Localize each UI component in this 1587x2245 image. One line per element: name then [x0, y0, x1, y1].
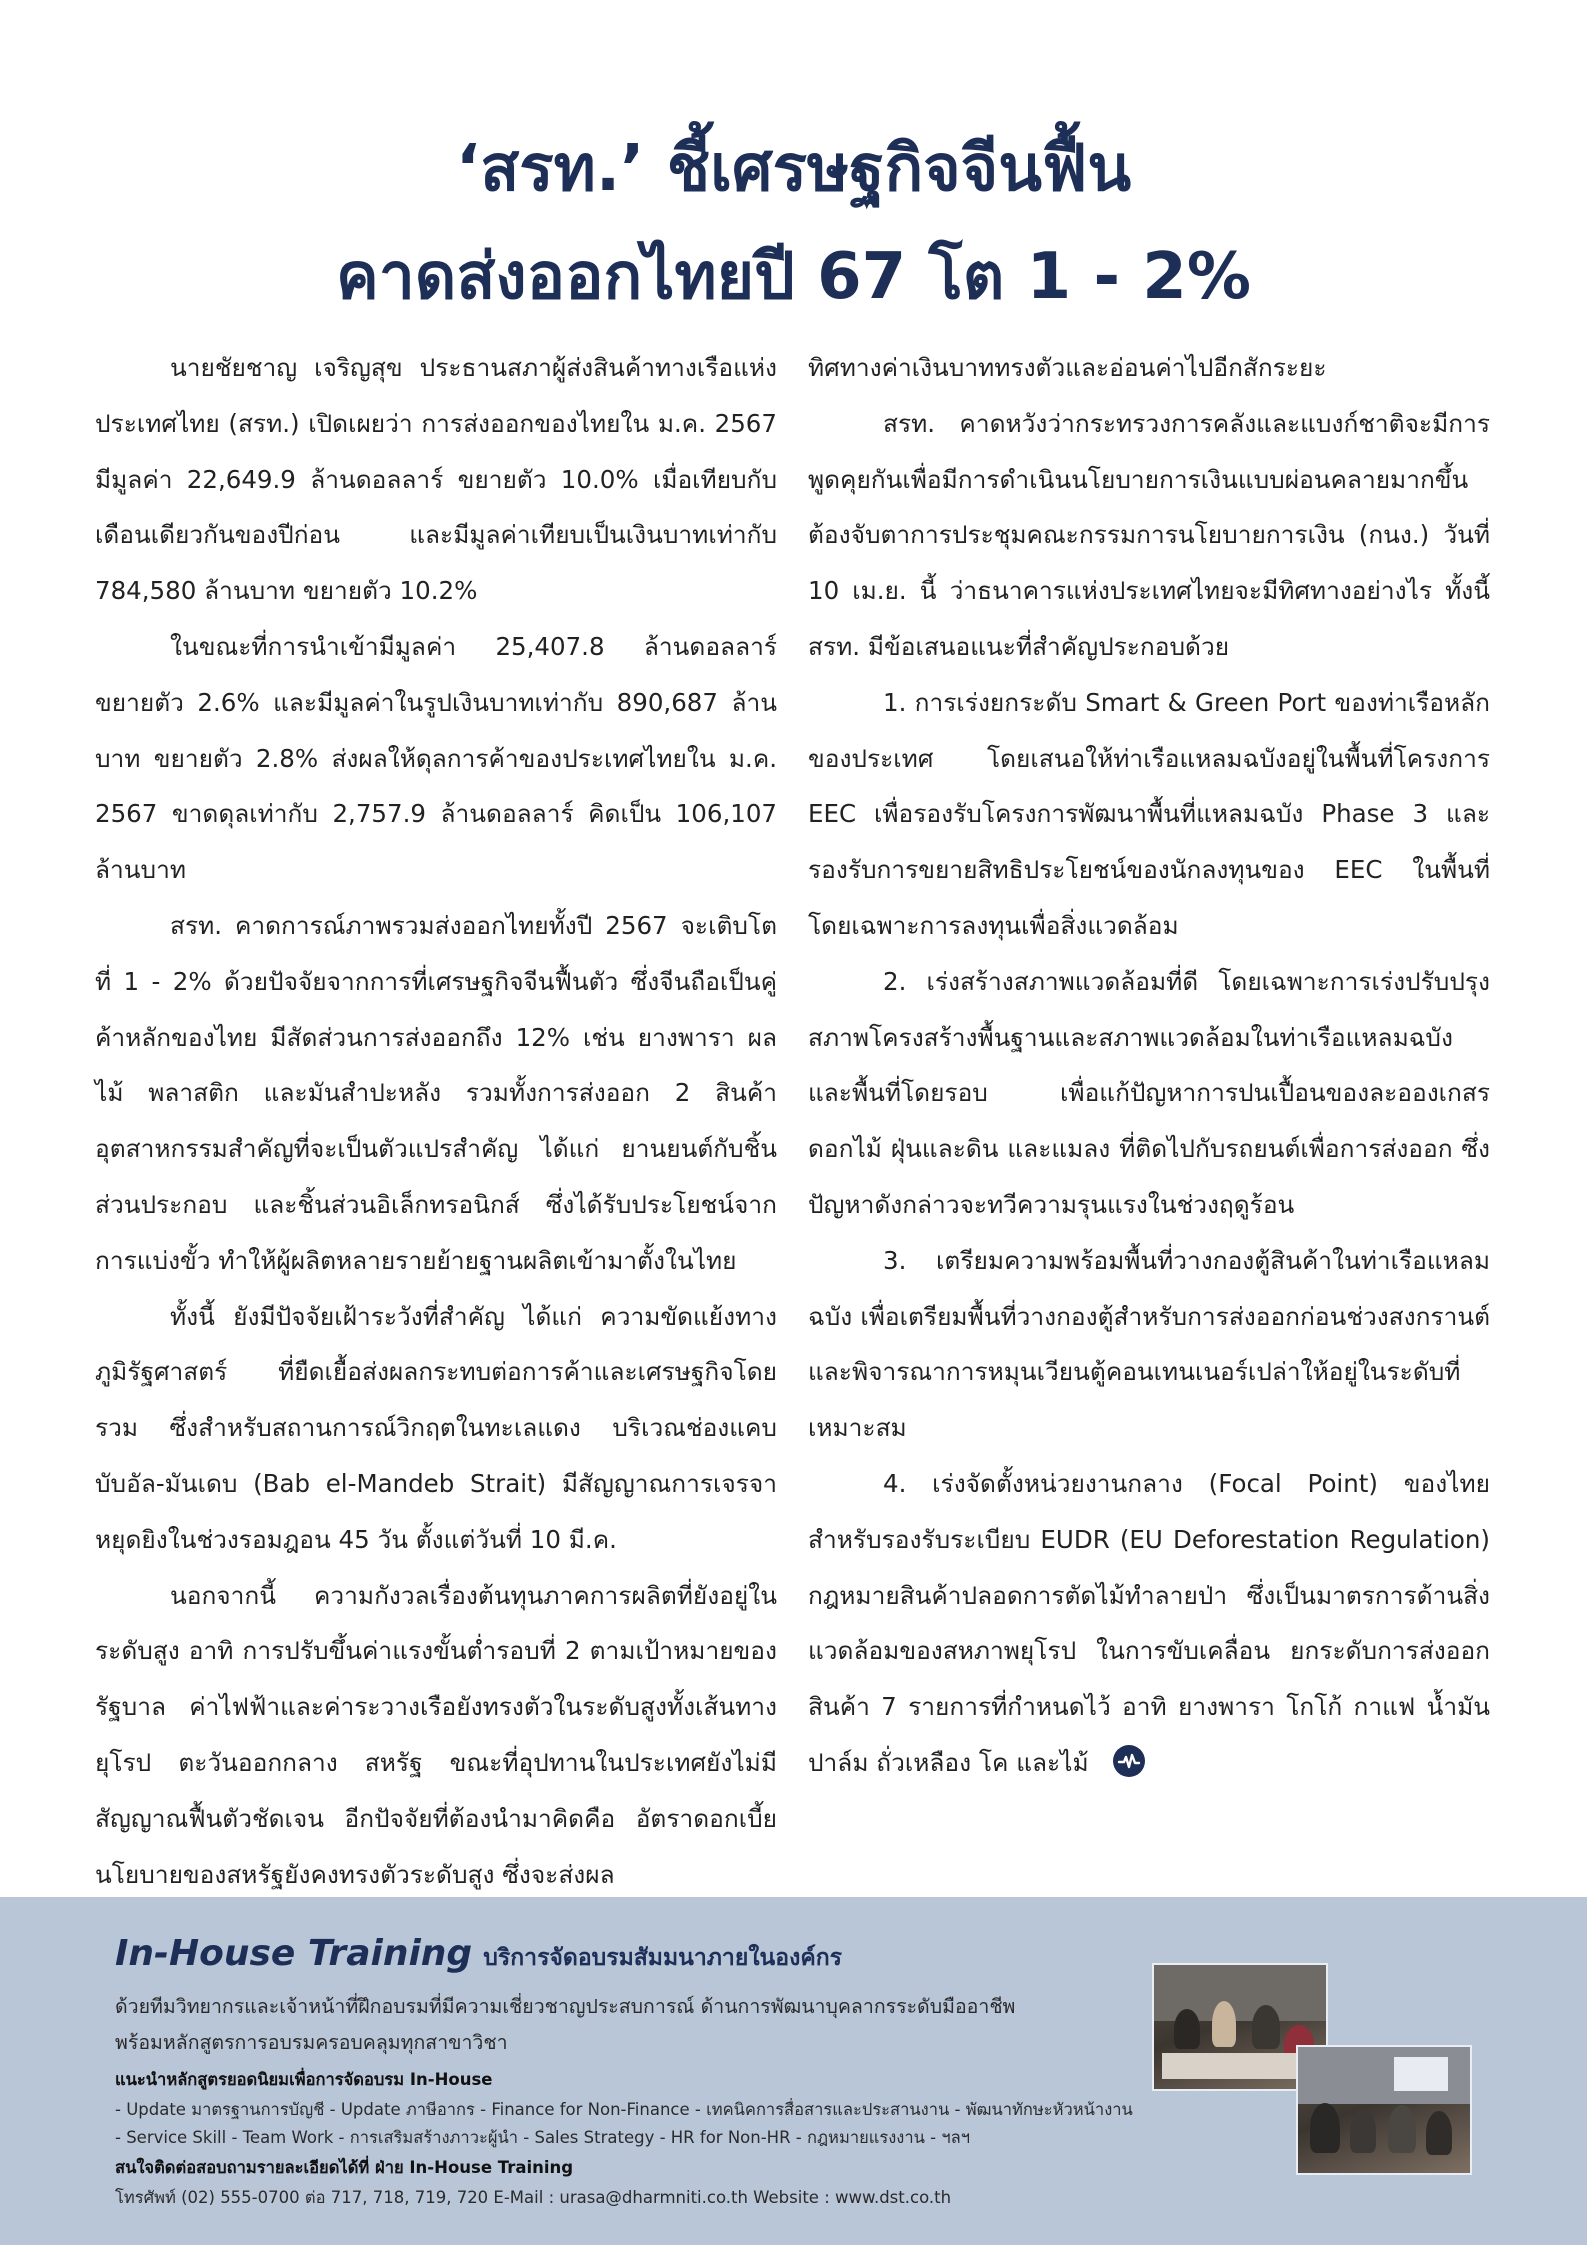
footer-courses-2: - Service Skill - Team Work - การเสริมสร้างภาวะผู้นำ - Sales Strategy - HR for Non-HR - กฎหมายแรงงาน - ฯลฯ	[115, 2128, 970, 2147]
paragraph-last	[808, 1456, 1490, 1791]
footer-description-2: พร้อมหลักสูตรการอบรมครอบคลุมทุกสาขาวิชา	[115, 2031, 508, 2054]
paragraph: ในขณะที่การนำเข้ามีมูลค่า 25,407.8 ล้านดอลลาร์ ขยายตัว 2.6% และมีมูลค่าในรูปเงินบาทเท่ากับ 890,687 ล้านบาท ขยายตัว 2.8% ส่งผลให้ดุลการค้าของประเทศไทยใน ม.ค. 2567 ขาดดุลเท่ากับ 2,757.9 ล้านดอลลาร์ คิดเป็น 106,107 ล้านบาท	[95, 631, 777, 885]
paragraph-text: 4. เร่งจัดตั้งหน่วยงานกลาง (Focal Point) ของไทยสำหรับรองรับระเบียบ EUDR (EU Deforestation Regulation) กฎหมายสินค้าปลอดการตัดไม้ทำลายป่า ซึ่งเป็นมาตรการด้านสิ่งแวดล้อมของสหภาพยุโรป ในการขับเคลื่อน ยกระดับการส่งออกสินค้า 7 รายการที่กำหนดไว้ อาทิ ยางพารา โกโก้ กาแฟ น้ำมันปาล์ม ถั่วเหลือง โค และไม้	[808, 1468, 1490, 1777]
paragraph: ทิศทางค่าเงินบาททรงตัวและอ่อนค่าไปอีกสักระยะ	[808, 353, 1327, 382]
footer-tagline: บริการจัดอบรมสัมมนาภายในองค์กร	[483, 1945, 842, 1971]
footer-contact-line: โทรศัพท์ (02) 555-0700 ต่อ 717, 718, 719, 720 E-Mail : urasa@dharmniti.co.th Website : www.dst.co.th	[115, 2188, 952, 2207]
footer-heading	[115, 1933, 842, 1976]
end-mark-icon	[1113, 1745, 1145, 1777]
footer-courses-1: - Update มาตรฐานการบัญชี - Update ภาษีอากร - Finance for Non-Finance - เทคนิคการสื่อสารและประสานงาน - พัฒนาทักษะหัวหน้างาน	[115, 2100, 1133, 2119]
paragraph: นายชัยชาญ เจริญสุข ประธานสภาผู้ส่งสินค้าทางเรือแห่งประเทศไทย (สรท.) เปิดเผยว่า การส่งออกของไทยใน ม.ค. 2567 มีมูลค่า 22,649.9 ล้านดอลลาร์ ขยายตัว 10.0% เมื่อเทียบกับเดือนเดียวกันของปีก่อน และมีมูลค่าเทียบเป็นเงินบาทเท่ากับ 784,580 ล้านบาท ขยายตัว 10.2%	[95, 353, 777, 606]
footer-description-1: ด้วยทีมวิทยากรและเจ้าหน้าที่ฝึกอบรมที่มีความเชี่ยวชาญประสบการณ์ ด้านการพัฒนาบุคลากรระดับมืออาชีพ	[115, 1995, 1016, 2018]
training-photo-2	[1296, 2045, 1472, 2175]
footer-contact-heading: สนใจติดต่อสอบถามรายละเอียดได้ที่ ฝ่าย In-House Training	[115, 2158, 574, 2177]
article-title	[0, 115, 1587, 331]
title-line-2: คาดส่งออกไทยปี 67 โต 1 - 2%	[336, 240, 1251, 314]
paragraph: สรท. คาดหวังว่ากระทรวงการคลังและแบงก์ชาติจะมีการพูดคุยกันเพื่อมีการดำเนินนโยบายการเงินแบบผ่อนคลายมากขึ้น ต้องจับตาการประชุมคณะกรรมการนโยบายการเงิน (กนง.) วันที่ 10 เม.ย. นี้ ว่าธนาคารแห่งประเทศไทยจะมีทิศทางอย่างไร ทั้งนี้ สรท. มีข้อเสนอแนะที่สำคัญประกอบด้วย	[808, 408, 1490, 661]
article-column-left	[95, 340, 777, 1902]
footer-courses-heading: แนะนำหลักสูตรยอดนิยมเพื่อการจัดอบรม In-House	[115, 2070, 493, 2089]
paragraph: สรท. คาดการณ์ภาพรวมส่งออกไทยทั้งปี 2567 จะเติบโตที่ 1 - 2% ด้วยปัจจัยจากการที่เศรษฐกิจจีนฟื้นตัว ซึ่งจีนถือเป็นคู่ค้าหลักของไทย มีสัดส่วนการส่งออกถึง 12% เช่น ยางพารา ผลไม้ พลาสติก และมันสำปะหลัง รวมทั้งการส่งออก 2 สินค้าอุตสาหกรรมสำคัญที่จะเป็นตัวแปรสำคัญ ได้แก่ ยานยนต์กับชิ้นส่วนประกอบ และชิ้นส่วนอิเล็กทรอนิกส์ ซึ่งได้รับประโยชน์จากการแบ่งขั้ว ทำให้ผู้ผลิตหลายรายย้ายฐานผลิตเข้ามาตั้งในไทย	[95, 910, 777, 1275]
footer-ad-banner	[0, 1897, 1587, 2245]
article-column-right	[808, 340, 1490, 1791]
footer-brand: In-House Training	[115, 1933, 473, 1974]
paragraph: 1. การเร่งยกระดับ Smart & Green Port ของท่าเรือหลักของประเทศ โดยเสนอให้ท่าเรือแหลมฉบังอยู่ในพื้นที่โครงการ EEC เพื่อรองรับโครงการพัฒนาพื้นที่แหลมฉบัง Phase 3 และรองรับการขยายสิทธิประโยชน์ของนักลงทุนของ EEC ในพื้นที่ โดยเฉพาะการลงทุนเพื่อสิ่งแวดล้อม	[808, 687, 1490, 940]
title-line-1: ‘สรท.’ ชี้เศรษฐกิจจีนฟื้น	[455, 132, 1132, 206]
paragraph: นอกจากนี้ ความกังวลเรื่องต้นทุนภาคการผลิตที่ยังอยู่ในระดับสูง อาทิ การปรับขึ้นค่าแรงขั้นต่ำรอบที่ 2 ตามเป้าหมายของรัฐบาล ค่าไฟฟ้าและค่าระวางเรือยังทรงตัวในระดับสูงทั้งเส้นทางยุโรป ตะวันออกกลาง สหรัฐ ขณะที่อุปทานในประเทศยังไม่มีสัญญาณฟื้นตัวชัดเจน อีกปัจจัยที่ต้องนำมาคิดคือ อัตราดอกเบี้ยนโยบายของสหรัฐยังคงทรงตัวระดับสูง ซึ่งจะส่งผล	[95, 1580, 777, 1889]
paragraph: ทั้งนี้ ยังมีปัจจัยเฝ้าระวังที่สำคัญ ได้แก่ ความขัดแย้งทางภูมิรัฐศาสตร์ ที่ยืดเยื้อส่งผลกระทบต่อการค้าและเศรษฐกิจโดยรวม ซึ่งสำหรับสถานการณ์วิกฤตในทะเลแดง บริเวณช่องแคบบับอัล-มันเดบ (Bab el-Mandeb Strait) มีสัญญาณการเจรจาหยุดยิงในช่วงรอมฎอน 45 วัน ตั้งแต่วันที่ 10 มี.ค.	[95, 1301, 777, 1554]
paragraph: 3. เตรียมความพร้อมพื้นที่วางกองตู้สินค้าในท่าเรือแหลมฉบัง เพื่อเตรียมพื้นที่วางกองตู้สำหรับการส่งออกก่อนช่วงสงกรานต์ และพิจารณาการหมุนเวียนตู้คอนเทนเนอร์เปล่าให้อยู่ในระดับที่เหมาะสม	[808, 1245, 1490, 1443]
paragraph: 2. เร่งสร้างสภาพแวดล้อมที่ดี โดยเฉพาะการเร่งปรับปรุงสภาพโครงสร้างพื้นฐานและสภาพแวดล้อมในท่าเรือแหลมฉบังและพื้นที่โดยรอบ เพื่อแก้ปัญหาการปนเปื้อนของละอองเกสรดอกไม้ ฝุ่นและดิน และแมลง ที่ติดไปกับรถยนต์เพื่อการส่งออก ซึ่งปัญหาดังกล่าวจะทวีความรุนแรงในช่วงฤดูร้อน	[808, 966, 1490, 1219]
